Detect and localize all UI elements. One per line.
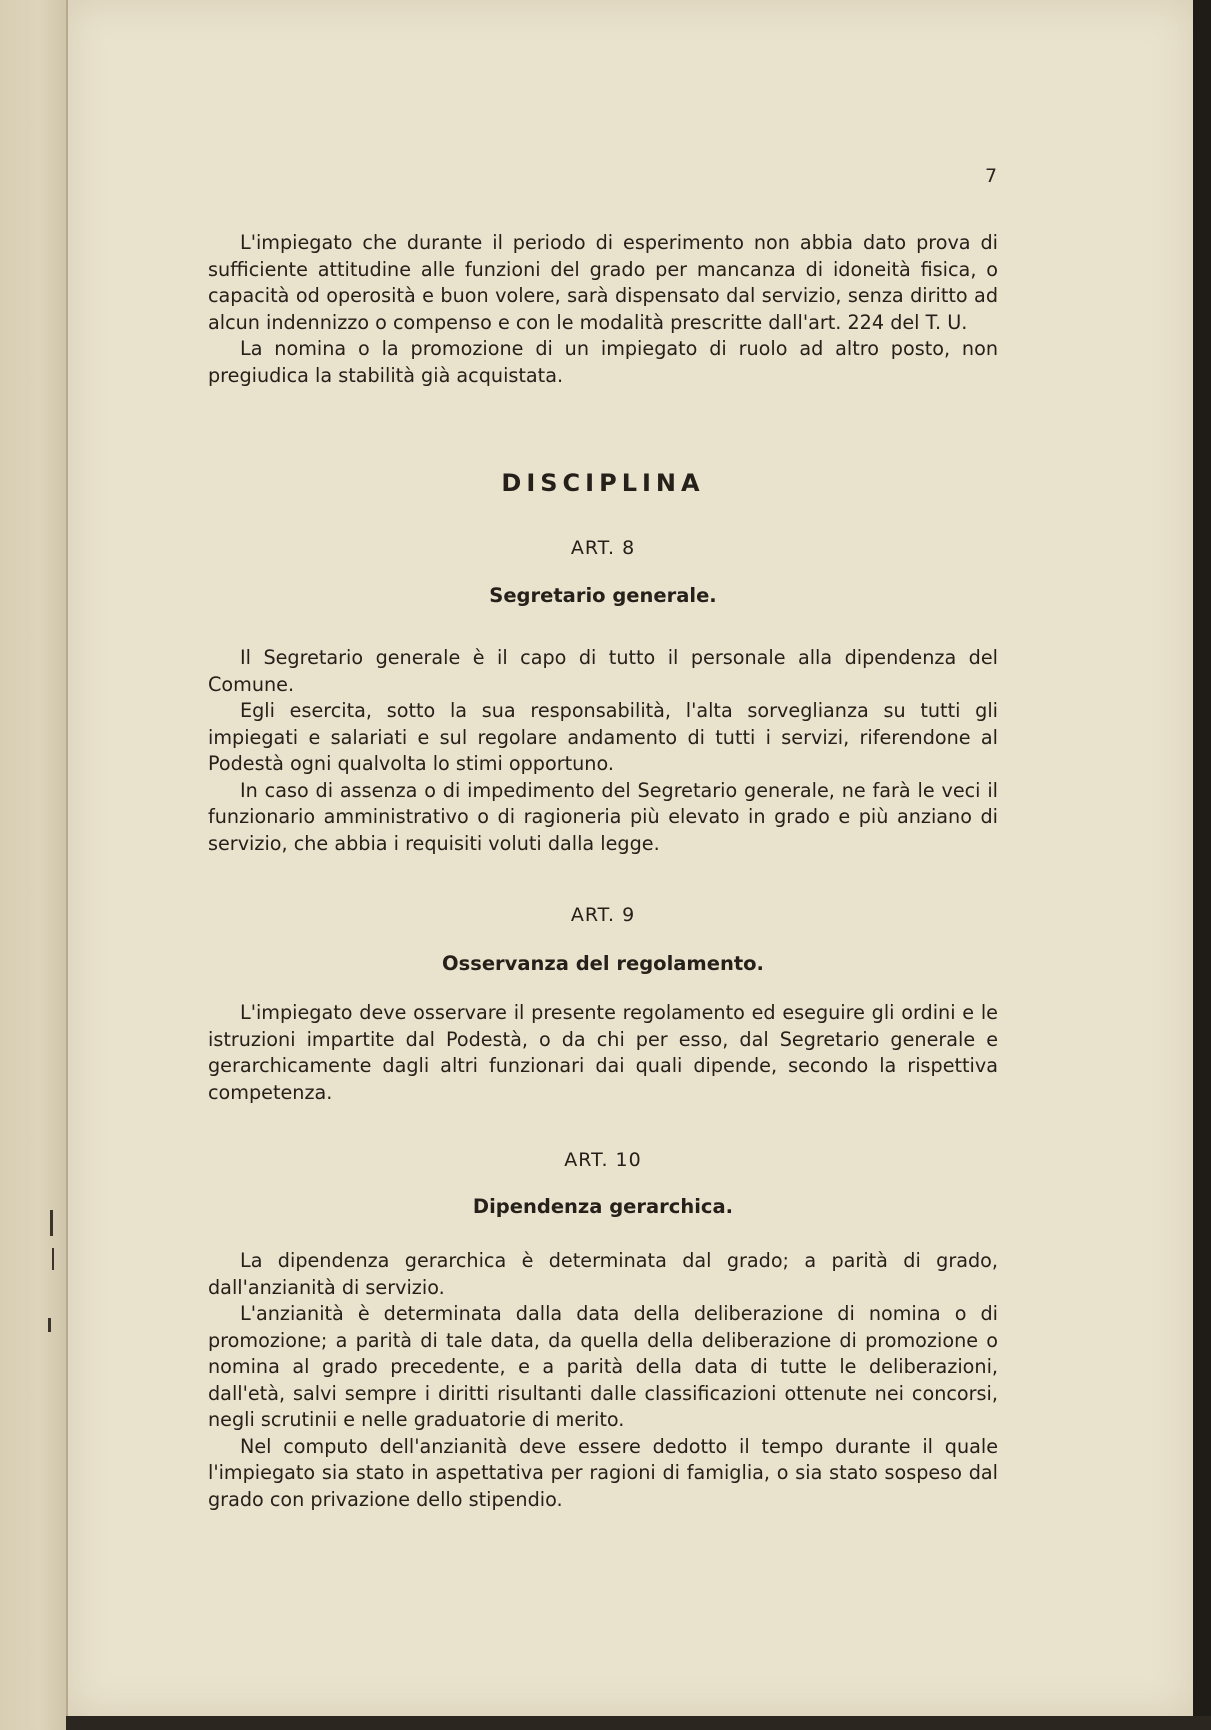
scan-border-bottom bbox=[66, 1716, 1211, 1730]
article-label: ART. 10 bbox=[564, 1149, 642, 1171]
article-body bbox=[208, 1248, 998, 1513]
paragraph: Nel computo dell'anzianità deve essere dedotto il tempo durante il quale l'impiegato sia stato in aspettativa per ragioni di famiglia, o sia stato sospeso dal grado con privazione dello stipendio. bbox=[208, 1434, 998, 1511]
article-title: Segretario generale. bbox=[489, 584, 717, 607]
scan-border-right bbox=[1193, 0, 1211, 1730]
article-body bbox=[208, 1000, 998, 1106]
paragraph: La dipendenza gerarchica è determinata dal grado; a parità di grado, dall'anzianità di servizio. bbox=[208, 1249, 998, 1299]
binding-mark bbox=[48, 1318, 51, 1332]
paragraph: L'anzianità è determinata dalla data della deliberazione di nomina o di promozione; a parità di tale data, da quella della deliberazione di promozione o nomina al grado precedente, e a parità della data di tutte le deliberazioni, dall'età, salvi sempre i diritti risultanti dalle classificazioni ottenute nei concorsi, negli scrutinii e nelle graduatorie di merito. bbox=[208, 1302, 998, 1431]
intro-text bbox=[208, 230, 998, 389]
article-label: ART. 8 bbox=[570, 537, 636, 559]
previous-page-edge bbox=[0, 0, 68, 1730]
page-number: 7 bbox=[985, 165, 998, 187]
binding-mark bbox=[52, 1248, 54, 1270]
paragraph: Egli esercita, sotto la sua responsabilità, l'alta sorveglianza su tutti gli impiegati e salariati e sul regolare andamento di tutti i servizi, riferendone al Podestà ogni qualvolta lo stimi opportuno. bbox=[208, 699, 998, 775]
paragraph: L'impiegato che durante il periodo di esperimento non abbia dato prova di sufficiente attitudine alle funzioni del grado per mancanza di idoneità fisica, o capacità od operosità e buon volere, sarà dispensato dal servizio, senza diritto ad alcun indennizzo o compenso e con le modalità prescritte dall'art. 224 del T. U. bbox=[208, 231, 998, 334]
paragraph: In caso di assenza o di impedimento del Segretario generale, ne farà le veci il funzionario amministrativo o di ragioneria più elevato in grado e più anziano di servizio, che abbia i requisiti voluti dalla legge. bbox=[208, 778, 998, 855]
paragraph: L'impiegato deve osservare il presente regolamento ed eseguire gli ordini e le istruzioni impartite dal Podestà, o da chi per esso, dal Segretario generale e gerarchicamente dagli altri funzionari dai quali dipende, secondo la rispettiva competenza. bbox=[208, 1001, 998, 1104]
article-title: Dipendenza gerarchica. bbox=[472, 1195, 734, 1218]
binding-mark bbox=[50, 1210, 53, 1236]
paragraph: La nomina o la promozione di un impiegato di ruolo ad altro posto, non pregiudica la stabilità già acquistata. bbox=[208, 337, 998, 387]
section-title: DISCIPLINA bbox=[501, 469, 705, 497]
paragraph: Il Segretario generale è il capo di tutto il personale alla dipendenza del Comune. bbox=[208, 646, 998, 696]
article-title: Osservanza del regolamento. bbox=[442, 952, 764, 975]
article-body bbox=[208, 645, 998, 857]
article-label: ART. 9 bbox=[570, 904, 636, 926]
